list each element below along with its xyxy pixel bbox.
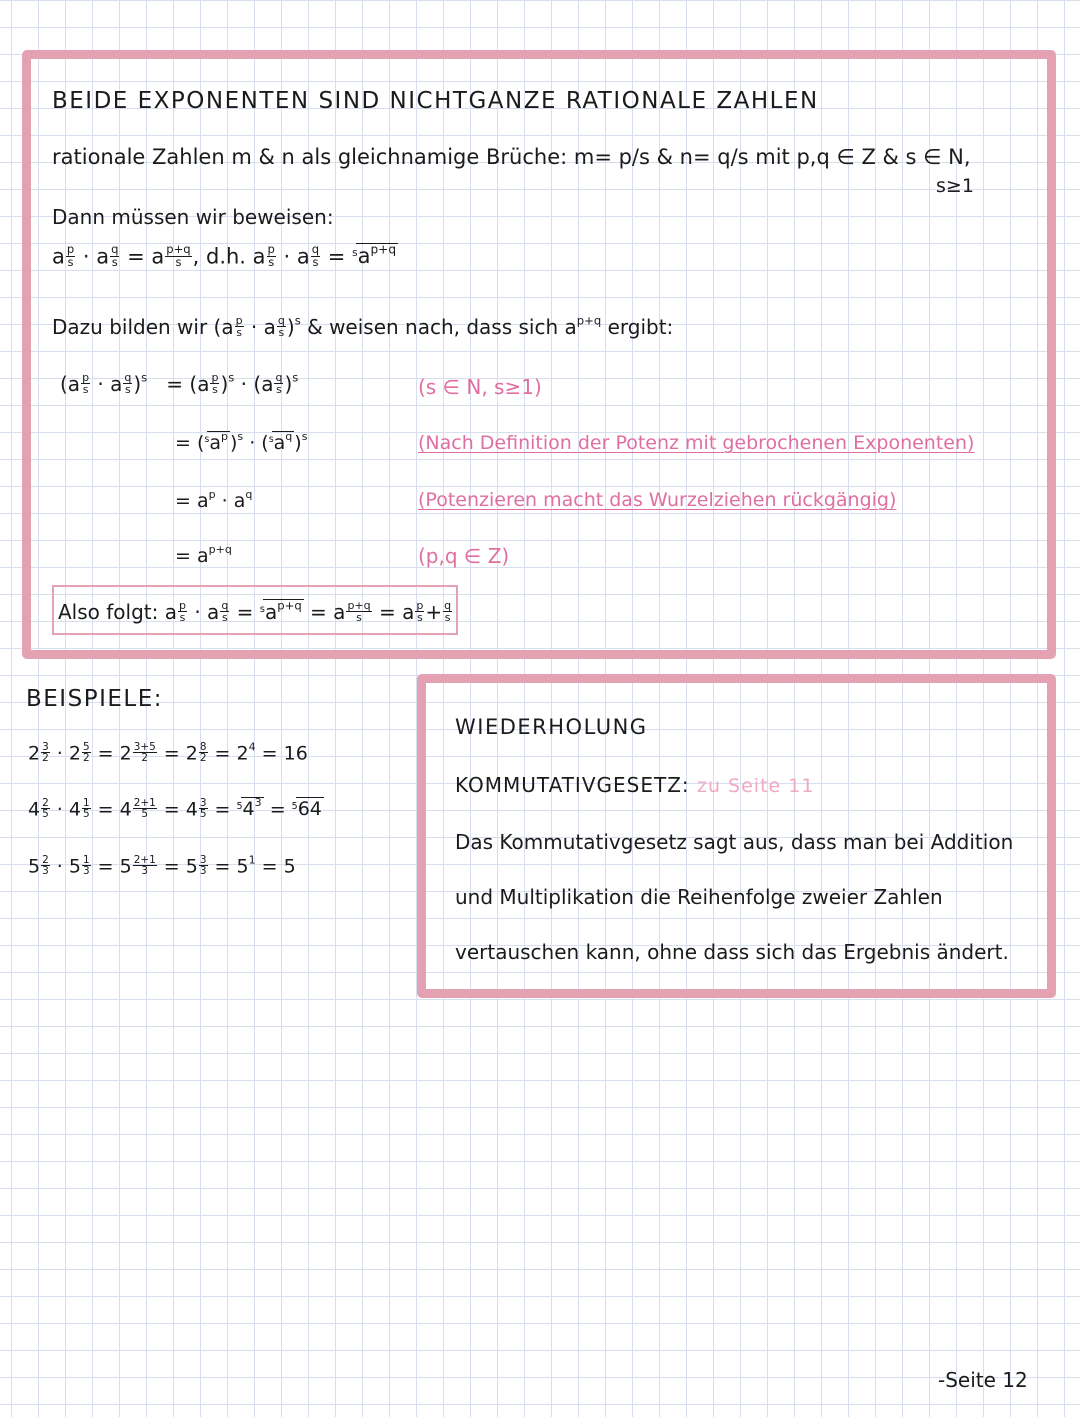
box1-intro	[52, 145, 971, 169]
example-1: 2 $\frac{3}{2}$ · 2 $\frac{5}{2}$ = 2 $\frac{3+5}{2}$ = 2 $\frac{8}{2}$ = $2^4 = 16$	[28, 740, 308, 765]
conclusion-label: Also folgt:	[58, 600, 159, 624]
law-text-1: Das Kommutativgesetz sagt aus, dass man bei Addition	[455, 830, 1014, 854]
claim-dh: , d.h.	[192, 244, 246, 269]
reason-2: (Nach Definition der Potenz mit gebrochenen Exponenten)	[418, 432, 975, 454]
review-heading: WIEDERHOLUNG	[455, 715, 648, 739]
page-number: -Seite 12	[938, 1368, 1028, 1392]
reason-3: (Potenzieren macht das Wurzelziehen rückgängig)	[418, 489, 897, 511]
derivation-step-3: = $a^p \cdot a^q$	[175, 488, 253, 512]
examples-heading: BEISPIELE:	[26, 686, 163, 712]
example-3-result: 5	[283, 855, 296, 878]
build-end: ergibt:	[607, 315, 674, 339]
conclusion-formula: Also folgt: a $\frac{p}{s}$ · a $\frac{q}{s}$ = $^sa^{p+q} = a$ $\frac{p+q}{s}$ = a $\frac{p}{s}$ + $\frac{q}{s}$	[58, 598, 452, 625]
prove-line: Dann müssen wir beweisen:	[52, 205, 334, 229]
law-text-3: vertauschen kann, ohne dass sich das Ergebnis ändert.	[455, 940, 1009, 964]
intro-condition: s≥1	[936, 175, 974, 197]
derivation-step-1: (a $\frac{p}{s}$ · a $\frac{q}{s}$ )$^s$ = (a $\frac{p}{s}$ )$^s$ · (a $\frac{q}{s}$ )$^s$	[60, 370, 299, 397]
intro-text: rationale Zahlen m & n als gleichnamige Brüche: m= p/s & n= q/s mit p,q ∈ Z & s ∈ N,	[52, 145, 971, 169]
build-rest: & weisen nach, dass sich	[307, 315, 559, 339]
derivation-step-4: = $a^{p+q}$	[175, 543, 232, 567]
build-text: Dazu bilden wir	[52, 315, 208, 339]
example-2: 4 $\frac{2}{5}$ · 4 $\frac{1}{5}$ = 4 $\frac{2+1}{5}$ = 4 $\frac{3}{5}$ = $^54^3 = ^564$	[28, 796, 322, 821]
claim-formula: a $\frac{p}{s}$ · a $\frac{q}{s}$ = a $\frac{p+q}{s}$ , d.h. a $\frac{p}{s}$ · a $\frac{q}{s}$ = $^sa^{p+q}$	[52, 242, 397, 269]
page-reference: zu Seite 11	[697, 775, 815, 797]
reason-4: (p,q ∈ Z)	[418, 544, 510, 568]
reason-1: (s ∈ N, s≥1)	[418, 375, 542, 399]
example-3: 5 $\frac{2}{3}$ · 5 $\frac{1}{3}$ = 5 $\frac{2+1}{3}$ = 5 $\frac{3}{3}$ = $5^1 = 5$	[28, 853, 296, 878]
build-line: Dazu bilden wir (a $\frac{p}{s}$ · a $\frac{q}{s}$ )$^s$ & weisen nach, dass sich $a^{p+q}$ ergibt:	[52, 313, 674, 340]
law-title: KOMMUTATIVGESETZ:	[455, 773, 690, 797]
law-line	[455, 773, 814, 797]
theorem-box	[22, 50, 1056, 659]
example-1-result: 16	[283, 742, 308, 765]
box1-heading: BEIDE EXPONENTEN SIND NICHTGANZE RATIONALE ZAHLEN	[52, 88, 819, 114]
law-text-2: und Multiplikation die Reihenfolge zweier Zahlen	[455, 885, 943, 909]
derivation-step-2: = ($^sa^p$ )$^s \cdot (^sa^q$ )$^s$	[175, 430, 308, 454]
